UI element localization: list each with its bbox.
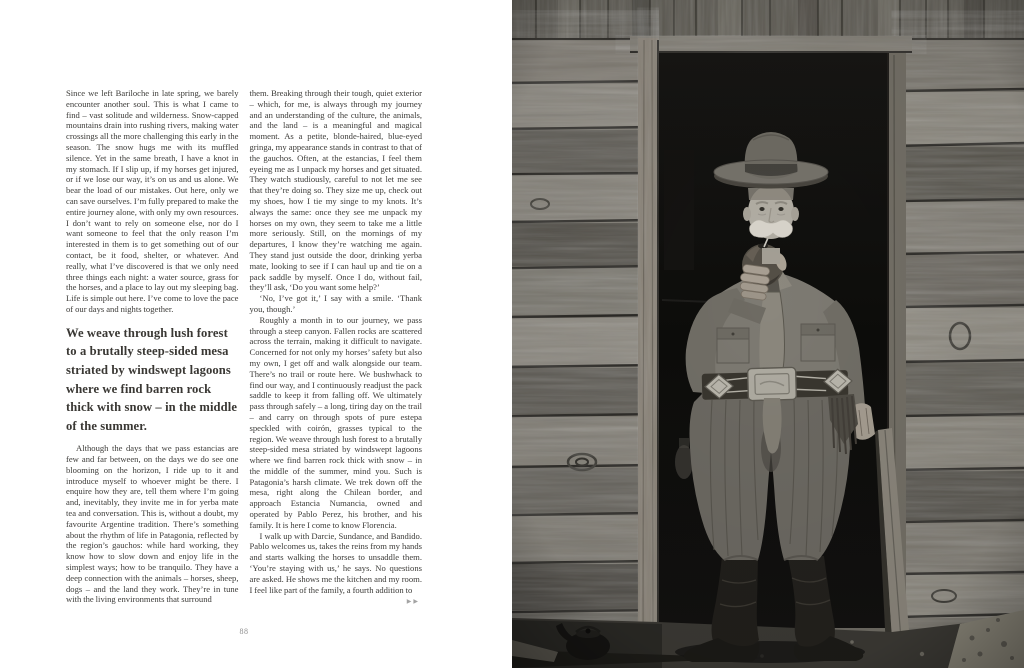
body-paragraph: Since we left Bariloche in late spring, we barely encounter another soul. This is what I came to find – vast solitude and wilderness. Snow-capped mountains drain into rushing rivers, making water crossings all the more challenging this early in the season. The snow hugs me with its muffled silence. Yet in the same breath, I have a knot in my stomach. If I slip up, if my horses get injured, or if we lose our way, it’s on us and us alone. We bear the load of our mistakes. Out here, only we can save ourselves. I’m fully prepared to make the entire journey alone, with only my own resources. I don’t want to rely on someone else, nor do I want someone to feel that the only reason I’m interested in them is to get something out of our contact, be it food, shelter, or whatever. And really, what I’ve discovered is that we only need three things each night: a water source, grass for the horses, and a place to lay out my sleeping bag. Life is simple out here. I’ve come to love the pace of our days and nights together. <box>66 88 239 314</box>
continuation-arrows-icon: ▶▶ <box>406 598 420 606</box>
text-column-1 <box>66 88 239 605</box>
body-paragraph: I walk up with Darcie, Sundance, and Bandido. Pablo welcomes us, takes the reins from my hands and starts walking the horses to unsaddle them. ‘You’re staying with us,’ he says. No questions are asked. He shows me the kitchen and my room. I feel like part of the family, a fourth addition to <box>249 530 422 595</box>
gaucho-cabin-photo <box>512 0 1024 668</box>
pull-quote: We weave through lush forest to a brutally steep-sided mesa striated by windswept lagoons where we find barren rock thick with snow – in the middle of the summer. <box>66 325 238 433</box>
right-page-photo <box>512 0 1024 668</box>
article-text-block <box>66 88 422 605</box>
page-number: 88 <box>239 627 249 636</box>
body-paragraph: them. Breaking through their tough, quiet exterior – which, for me, is always through my journey and an understanding of the culture, the animals, and the land – is a meaningful and magical moment. As a petite, blonde-haired, blue-eyed gringa, my appearance stands in contrast to that of the gauchos. Often, at the estancias, I feel them eyeing me as I unpack my horses and get situated. They watch studiously, careful to not let me see that they’re doing so. They size me up, check out my shoes, how I tie my singe to my knots. It’s always the same: once they see me unpack my horses on my own, they seem to take me a little more seriously. Still, on the mornings of my departures, I know they’re watching me again. They stand just outside the door, drinking yerba mate, looking to see if I can haul up and tie on a pack saddle by myself. Once I do, without fail, they’ll ask, ‘Do you want some help?’ <box>249 88 422 293</box>
body-paragraph: ‘No, I’ve got it,’ I say with a smile. ‘Thank you, though.’ <box>249 293 422 314</box>
body-paragraph: Roughly a month in to our journey, we pass through a steep canyon. Fallen rocks are scattered across the terrain, making it difficult to navigate. Concerned for not only my horses’ safety but also my own, I get off and walk alongside our team. There’s no trail or route here. We bushwhack to find our way, and I continuously readjust the pack saddle to keep it from falling off. We ultimately pass through safely – a long, tiring day on the trail – and carry on through spots of pure estepa speckled with coirón, grasses typical to the region. We weave through lush forest to a brutally steep-sided mesa striated by windswept lagoons where we find barren rock thick with snow – in the middle of the summer, mind you. Such is Patagonia’s harsh climate. We trek down off the mesa, right along the Chilean border, and approach Estancia Numancia, owned and operated by Pablo Perez, his brother, and his family. It is here I come to know Florencia. <box>249 314 422 530</box>
text-column-2 <box>250 88 423 605</box>
vignette-overlay <box>512 0 1024 668</box>
body-paragraph: Although the days that we pass estancias are few and far between, on the days we do see one blooming on the horizon, I ride up to it and introduce myself to whoever might be there. I enquire how they are, tell them where I’m going and, inevitably, they invite me in for yerba mate tea and conversation. This is, without a doubt, my favourite Argentine tradition. There’s something about the rhythm of life in Patagonia, reflected by the region’s gauchos: while hard working, they know how to slow down and enjoy life in the simplest ways; how to be tranquilo. They have a deep connection with the animals – horses, sheep, dogs – and the land they work. They’re in tune with the living environments that surround <box>66 443 239 605</box>
